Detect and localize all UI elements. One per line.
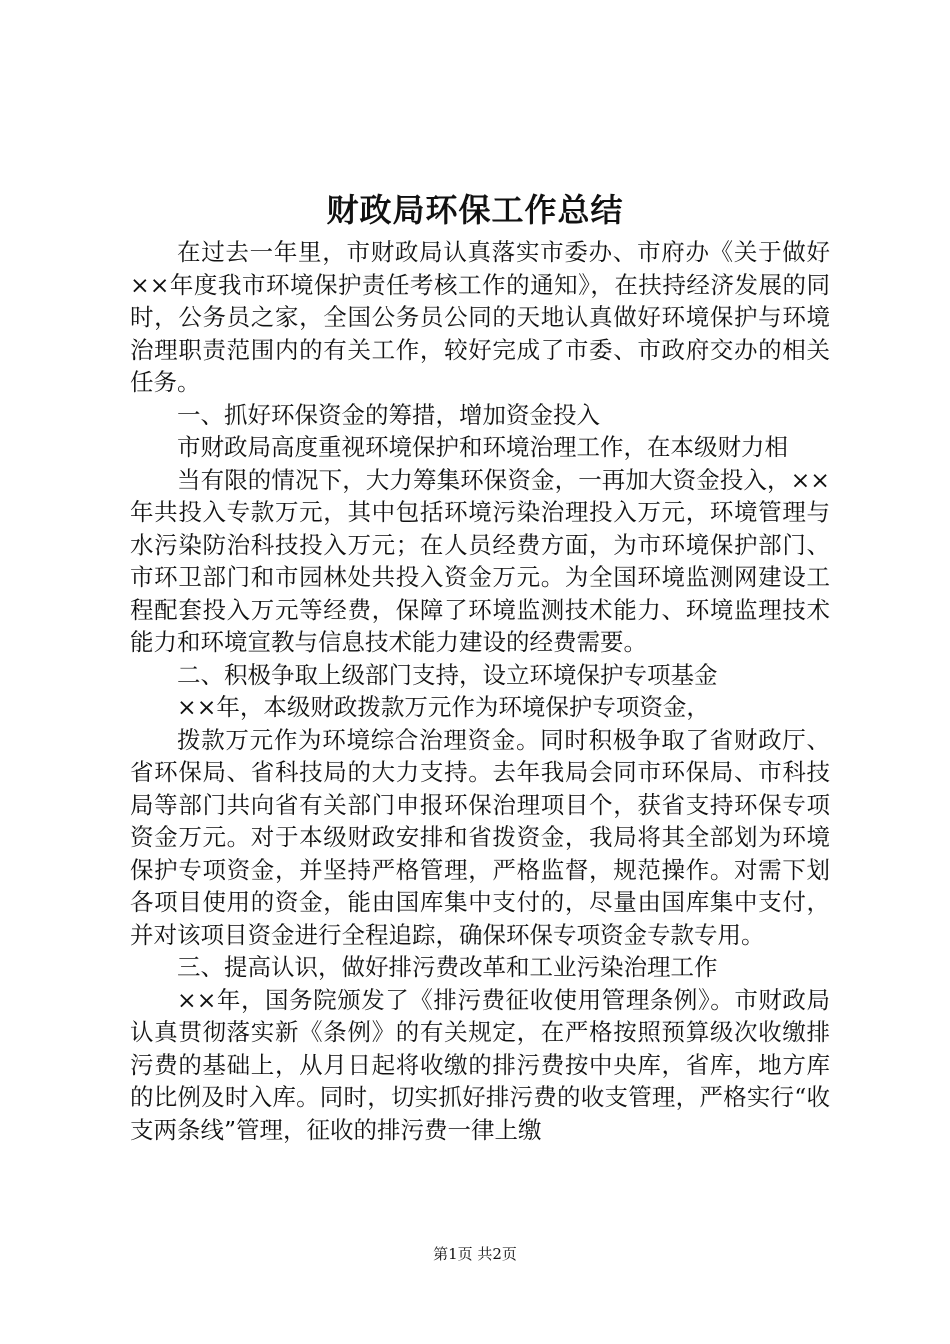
section-heading-1: 一、抓好环保资金的筹措，增加资金投入 [177, 400, 600, 429]
section-heading-2: 二、积极争取上级部门支持，设立环境保护专项基金 [177, 660, 718, 689]
paragraph-intro: 在过去一年里，市财政局认真落实市委办、市府办《关于做好××年度我市环境保护责任考核工作的通知》，在扶持经济发展的同时，公务员之家，全国公务员公同的天地认真做好环境保护与环境治理职责范围内的有关工作，较好完成了市委、市政府交办的相关任务。 [130, 238, 830, 396]
paragraph: ××年，本级财政拨款万元作为环境保护专项资金， [177, 693, 710, 721]
paragraph: 拨款万元作为环境综合治理资金。同时积极争取了省财政厅、省环保局、省科技局的大力支持。去年我局会同市环保局、市科技局等部门共向省有关部门申报环保治理项目个，获省支持环保专项资金万元。对于本级财政安排和省拨资金，我局将其全部划为环境保护专项资金，并坚持严格管理，严格监督，规范操作。对需下划各项目使用的资金，能由国库集中支付的，尽量由国库集中支付，并对该项目资金进行全程追踪，确保环保专项资金专款专用。 [130, 725, 830, 949]
document-title: 财政局环保工作总结 [326, 191, 624, 229]
document-body [130, 236, 830, 1146]
page-footer: 第1页 共2页 [433, 1245, 517, 1263]
paragraph: 市财政局高度重视环境保护和环境治理工作，在本级财力相 [177, 433, 788, 461]
paragraph: 当有限的情况下，大力筹集环保资金，一再加大资金投入，××年共投入专款万元，其中包括环境污染治理投入万元，环境管理与水污染防治科技投入万元；在人员经费方面，为市环境保护部门、市环卫部门和市园林处共投入资金万元。为全国环境监测网建设工程配套投入万元等经费，保障了环境监测技术能力、环境监理技术能力和环境宣教与信息技术能力建设的经费需要。 [130, 465, 830, 656]
paragraph: ××年，国务院颁发了《排污费征收使用管理条例》。市财政局认真贯彻落实新《条例》的有关规定，在严格按照预算级次收缴排污费的基础上，从月日起将收缴的排污费按中央库，省库，地方库的比例及时入库。同时，切实抓好排污费的收支管理，严格实行“收支两条线”管理，征收的排污费一律上缴 [130, 985, 830, 1144]
section-heading-3: 三、提高认识，做好排污费改革和工业污染治理工作 [177, 953, 718, 981]
